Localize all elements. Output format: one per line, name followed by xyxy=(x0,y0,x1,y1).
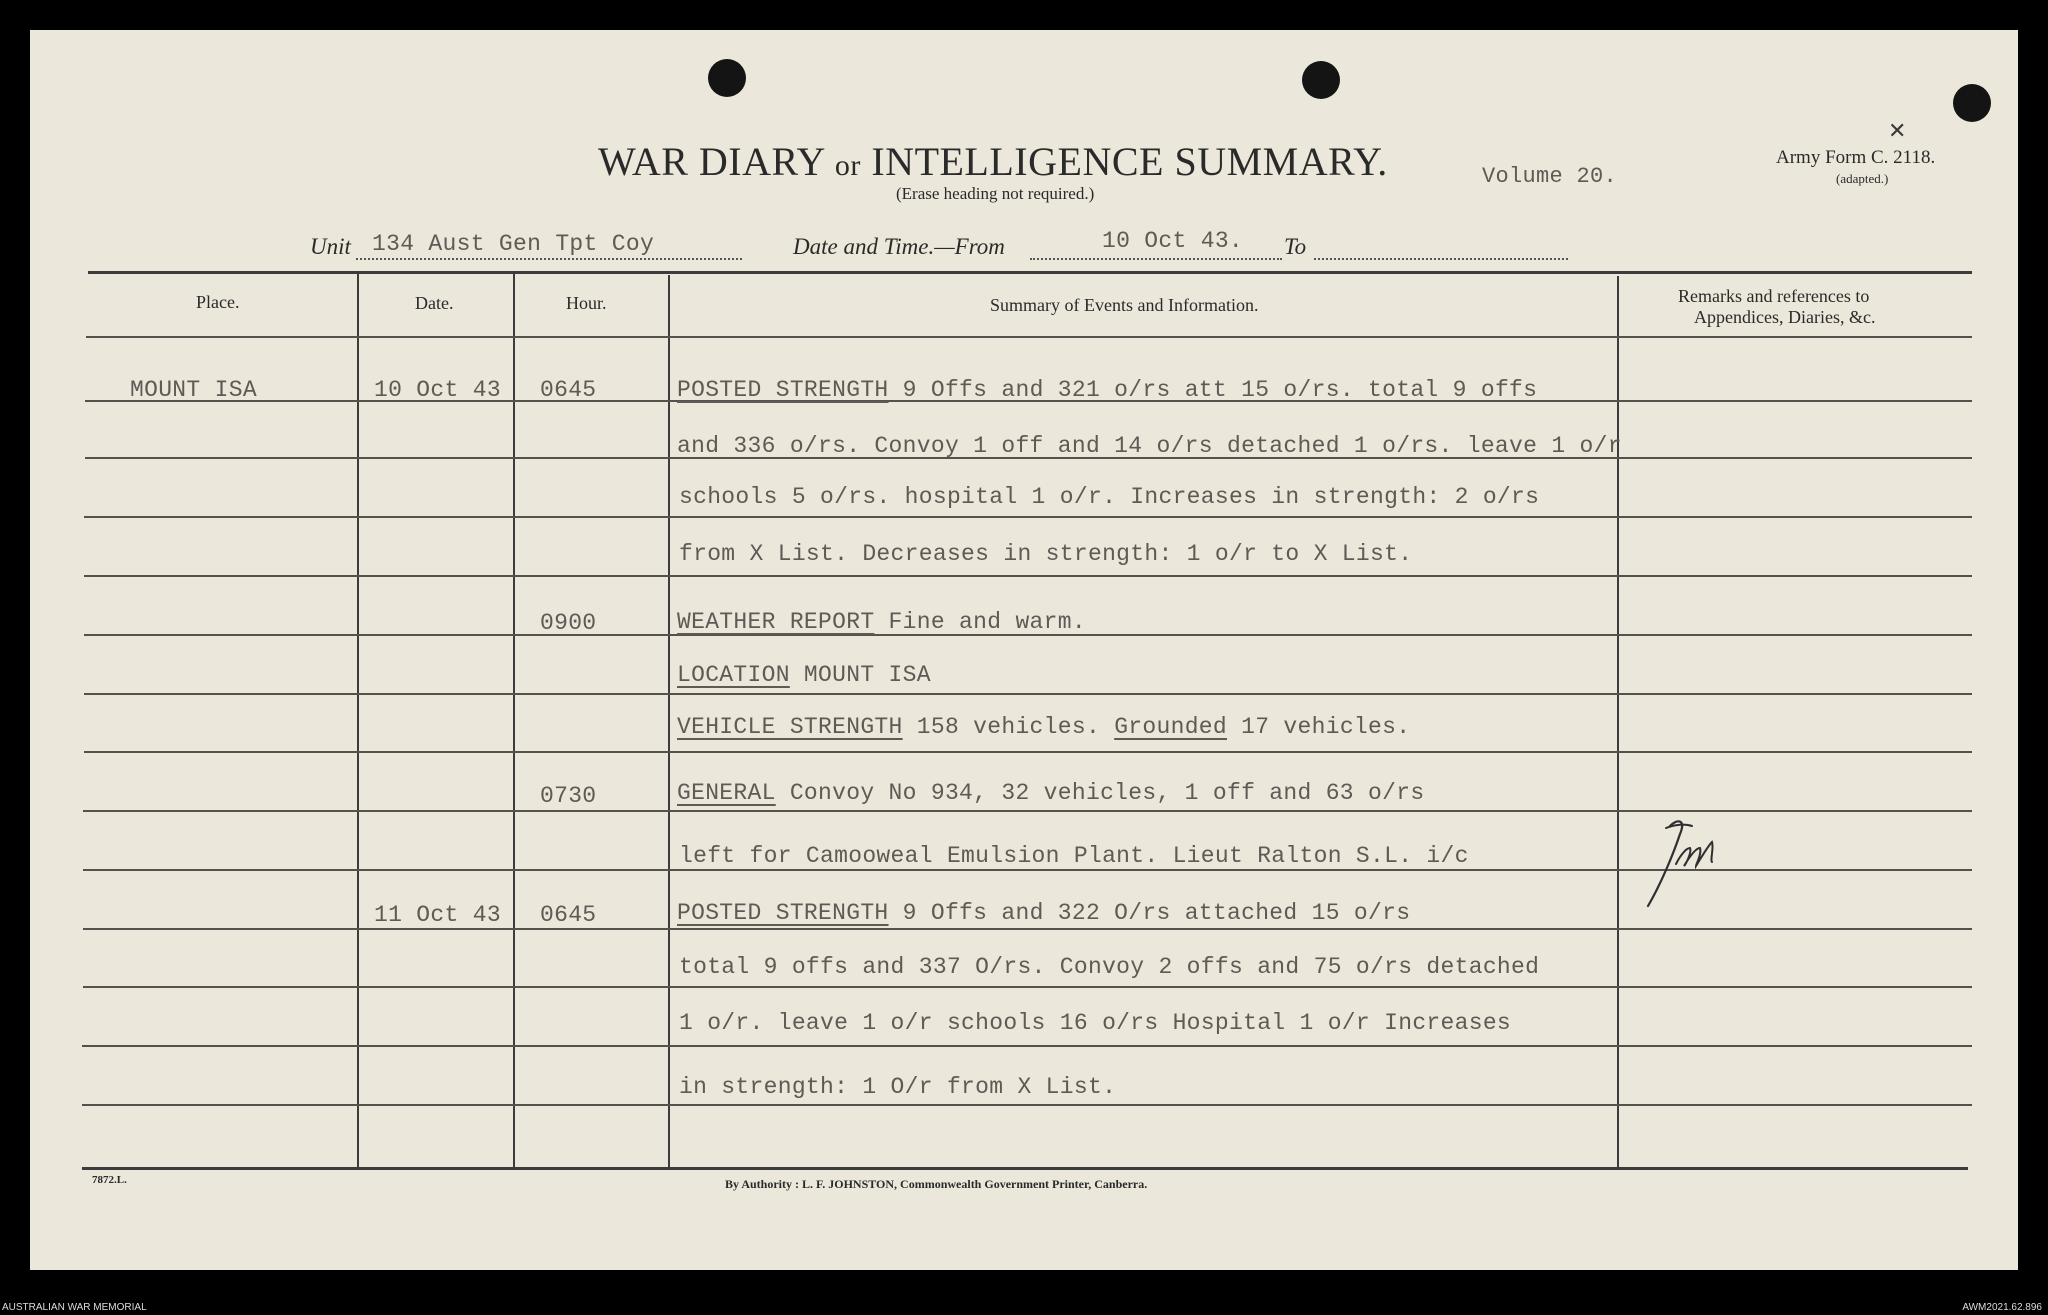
table-top-rule xyxy=(88,271,1972,274)
entry-date: 11 Oct 43 xyxy=(374,902,501,928)
summary-line xyxy=(677,662,931,688)
title-or: or xyxy=(834,149,861,182)
summary-heading: WEATHER REPORT xyxy=(677,609,875,635)
summary-line xyxy=(677,377,1537,403)
to-dotted-line xyxy=(1314,258,1568,260)
summary-heading: VEHICLE STRENGTH xyxy=(677,714,903,740)
archive-label-right: AWM2021.62.896 xyxy=(1962,1302,2042,1313)
row-rule xyxy=(84,516,1972,518)
summary-heading: Grounded xyxy=(1114,714,1228,740)
column-header-remarks-2: Appendices, Diaries, &c. xyxy=(1694,307,1876,327)
summary-heading: LOCATION xyxy=(677,662,790,688)
summary-line xyxy=(677,714,1410,740)
summary-text: Convoy No 934, 32 vehicles, 1 off and 63 o/rs xyxy=(775,780,1425,806)
summary-text: 9 Offs and 321 o/rs att 15 o/rs. total 9 offs xyxy=(888,377,1538,403)
title-part1: WAR DIARY xyxy=(598,139,825,184)
column-header-summary: Summary of Events and Information. xyxy=(990,295,1259,315)
date-label: Date and Time.—From xyxy=(793,234,1005,259)
summary-line: left for Camooweal Emulsion Plant. Lieut Ralton S.L. i/c xyxy=(679,843,1469,869)
summary-line: from X List. Decreases in strength: 1 o/r to X List. xyxy=(679,541,1413,567)
summary-line xyxy=(677,780,1424,806)
unit-value: 134 Aust Gen Tpt Coy xyxy=(372,231,655,257)
row-rule xyxy=(86,336,1972,338)
handwritten-initials xyxy=(1640,812,1732,912)
summary-line: in strength: 1 O/r from X List. xyxy=(679,1074,1117,1100)
entry-hour: 0645 xyxy=(540,902,597,928)
printer-authority: By Authority : L. F. JOHNSTON, Commonwealth Government Printer, Canberra. xyxy=(725,1177,1148,1191)
title-part2: INTELLIGENCE SUMMARY. xyxy=(871,139,1388,184)
row-rule xyxy=(82,1104,1972,1106)
row-rule xyxy=(83,928,1972,930)
from-dotted-line xyxy=(1030,258,1282,260)
volume-label: Volume 20. xyxy=(1482,164,1618,189)
column-divider xyxy=(513,274,515,1168)
column-divider xyxy=(668,275,670,1168)
summary-line: and 336 o/rs. Convoy 1 off and 14 o/rs detached 1 o/rs. leave 1 o/r xyxy=(677,433,1622,459)
title-subtitle: (Erase heading not required.) xyxy=(896,184,1095,203)
summary-line: total 9 offs and 337 O/rs. Convoy 2 offs and 75 o/rs detached xyxy=(679,954,1540,980)
entry-date: 10 Oct 43 xyxy=(374,377,501,403)
summary-heading: GENERAL xyxy=(677,780,776,806)
row-rule xyxy=(82,1045,1972,1047)
column-header-place: Place. xyxy=(196,292,240,312)
row-rule xyxy=(83,986,1972,988)
form-note: (adapted.) xyxy=(1836,171,1889,186)
summary-text: 158 vehicles. xyxy=(902,714,1115,740)
summary-text: MOUNT ISA xyxy=(789,662,931,688)
punch-hole xyxy=(708,59,746,97)
column-header-remarks-1: Remarks and references to xyxy=(1678,286,1870,306)
row-rule xyxy=(84,575,1972,577)
unit-dotted-line xyxy=(356,258,742,260)
column-divider xyxy=(1617,276,1619,1168)
row-rule xyxy=(84,751,1972,753)
entry-hour: 0900 xyxy=(540,610,597,636)
summary-heading: POSTED STRENGTH xyxy=(677,377,889,403)
page-title xyxy=(598,138,1388,185)
row-rule xyxy=(84,693,1972,695)
punch-hole xyxy=(1953,84,1991,122)
archive-label-left: AUSTRALIAN WAR MEMORIAL xyxy=(2,1302,147,1313)
entry-hour: 0645 xyxy=(540,377,597,403)
summary-line: 1 o/r. leave 1 o/r schools 16 o/rs Hospital 1 o/r Increases xyxy=(679,1010,1512,1036)
to-label: To xyxy=(1284,234,1307,259)
summary-line xyxy=(677,900,1410,926)
pencil-mark: ✕ xyxy=(1888,118,1907,143)
summary-line: schools 5 o/rs. hospital 1 o/r. Increases in strength: 2 o/rs xyxy=(679,484,1540,510)
form-name: Army Form C. 2118. xyxy=(1776,147,1936,168)
from-value: 10 Oct 43. xyxy=(1102,228,1244,254)
entry-place: MOUNT ISA xyxy=(130,377,257,403)
summary-text: 17 vehicles. xyxy=(1227,714,1411,740)
column-divider xyxy=(357,272,359,1168)
entry-hour: 0730 xyxy=(540,783,597,809)
summary-heading: POSTED STRENGTH xyxy=(677,900,889,926)
summary-text: Fine and warm. xyxy=(874,609,1086,635)
unit-label: Unit xyxy=(310,234,351,259)
table-bottom-rule xyxy=(82,1167,1968,1170)
form-code: 7872.L. xyxy=(92,1174,127,1186)
summary-text: 9 Offs and 322 O/rs attached 15 o/rs xyxy=(888,900,1411,926)
column-header-hour: Hour. xyxy=(566,293,607,313)
punch-hole xyxy=(1302,61,1340,99)
summary-line xyxy=(677,609,1086,635)
column-header-date: Date. xyxy=(415,293,454,313)
